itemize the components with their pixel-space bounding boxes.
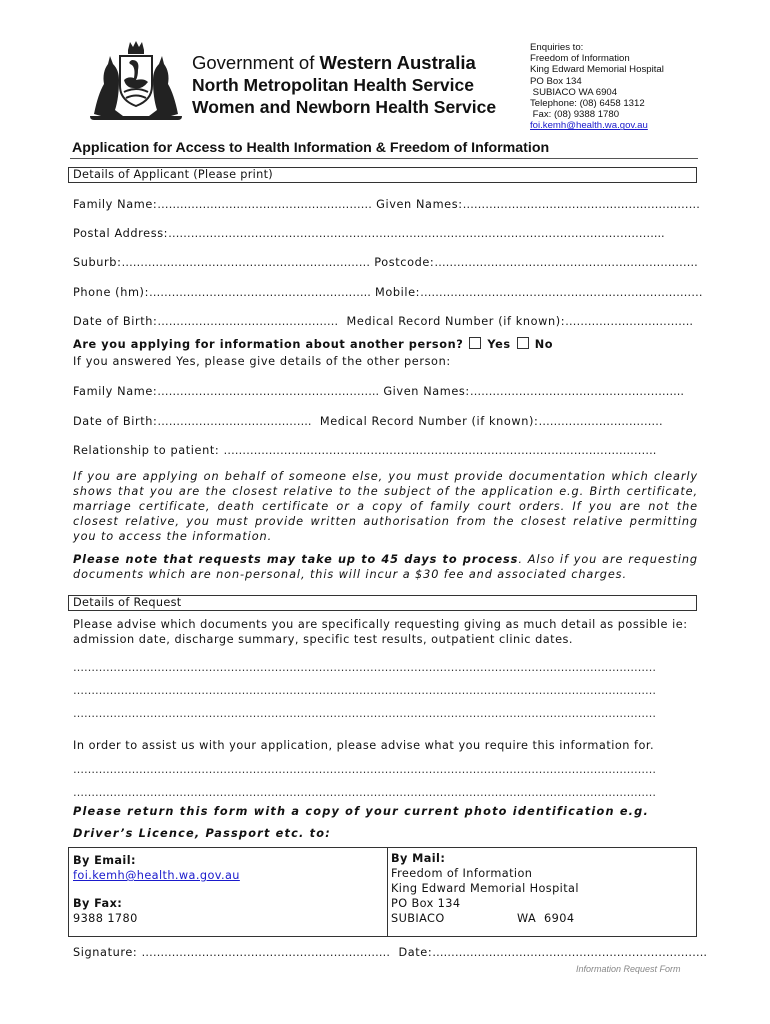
given-names-label: Given Names: [376, 198, 463, 211]
dob-label: Date of Birth: [73, 315, 158, 328]
mail-state: WA 6904 [517, 912, 575, 925]
request-line-2[interactable]: …………………………………………………………………………………………………………………………………………… [73, 684, 656, 697]
dob-field[interactable]: ………………………………………… [157, 315, 339, 328]
if-yes-text: If you answered Yes, please give details of the other person: [73, 355, 451, 368]
request-section-header: Details of Request [68, 595, 697, 611]
enquiries-line: Fax: (08) 9388 1780 [530, 109, 620, 121]
purpose-line-1[interactable]: …………………………………………………………………………………………………………………………………………… [73, 763, 656, 776]
form-title: Application for Access to Health Information & Freedom of Information [72, 140, 550, 156]
contact-divider [387, 848, 388, 936]
enquiries-label: Enquiries to: [530, 42, 584, 53]
request-line-1[interactable]: …………………………………………………………………………………………………………………………………………… [73, 661, 656, 674]
wa-crest-logo [84, 40, 188, 122]
other-family-name-label: Family Name: [73, 385, 158, 398]
form-footer: Information Request Form [576, 964, 681, 974]
purpose-line-2[interactable]: …………………………………………………………………………………………………………………………………………… [73, 786, 656, 799]
fax-label: By Fax: [73, 897, 123, 910]
mobile-label: Mobile: [375, 286, 421, 299]
phone-row [73, 286, 703, 299]
other-dob-field[interactable]: ………………………………….. [157, 415, 312, 428]
suburb-label: Suburb: [73, 256, 122, 269]
contact-box [68, 847, 697, 937]
other-person-question-row [73, 337, 553, 351]
phone-field[interactable]: ………………………………………………….. [148, 286, 371, 299]
mail-line: Freedom of Information [391, 867, 533, 880]
suburb-row [73, 256, 698, 269]
enquiries-line: Freedom of Information [530, 53, 630, 65]
postal-address-field[interactable]: …………………………………………………………………………………………………………………... [168, 227, 665, 240]
title-divider [70, 158, 698, 159]
documentation-notice: If you are applying on behalf of someone else, you must provide documentation which clearly shows that you are the closest relative to the subject of the application e.g. Birth certificate, marriage certificate, death certificate or a copy of family court orders. If you are not the closest relative, you must provide written authorisation from the closest relative permitting you to access the information. [73, 470, 698, 543]
enquiries-line: Telephone: (08) 6458 1312 [530, 98, 645, 110]
gov-prefix: Government of [192, 52, 315, 73]
no-label: No [534, 338, 554, 351]
other-dob-label: Date of Birth: [73, 415, 158, 428]
mobile-field[interactable]: ………………………………………………………………… [420, 286, 703, 299]
government-header [192, 52, 496, 118]
processing-note [73, 552, 698, 582]
yes-label: Yes [487, 338, 511, 351]
enquiries-line: King Edward Memorial Hospital [530, 64, 664, 76]
enquiries-line: SUBIACO WA 6904 [530, 86, 618, 98]
postcode-label: Postcode: [374, 256, 435, 269]
postal-row [73, 227, 665, 240]
other-mrn-field[interactable]: …………………………… [538, 415, 663, 428]
other-family-name-field[interactable]: ………………………………………………….. [157, 385, 380, 398]
phone-label: Phone (hm): [73, 286, 149, 299]
dob-row [73, 315, 693, 328]
given-names-field[interactable]: ……………………………………………………… [462, 198, 700, 211]
other-mrn-label: Medical Record Number (if known): [319, 415, 539, 428]
request-instructions: Please advise which documents you are specifically requesting giving as much detail as possible ie: admission date, discharge summary, specific test results, outpatient clinic dates. [73, 618, 688, 646]
mrn-field[interactable]: ……………………………. [565, 315, 694, 328]
gov-state: Western Australia [319, 52, 476, 73]
contact-email-link[interactable]: foi.kemh@health.wa.gov.au [73, 869, 240, 882]
processing-note-bold: Please note that requests may take up to 45 days to process [73, 553, 519, 566]
postcode-field[interactable]: ……………………………………………………………. [434, 256, 698, 269]
suburb-field[interactable]: ………………………………………………………… [121, 256, 371, 269]
purpose-instructions: In order to assist us with your application, please advise what you require this information for. [73, 739, 655, 752]
other-given-names-label: Given Names: [383, 385, 470, 398]
health-service-name: North Metropolitan Health Service [192, 75, 474, 95]
enquiries-block [530, 42, 664, 132]
mail-suburb: SUBIACO [391, 912, 445, 925]
mail-label: By Mail: [391, 852, 446, 865]
applicant-section-header: Details of Applicant (Please print) [68, 167, 697, 183]
other-person-question: Are you applying for information about another person? [73, 338, 464, 351]
signature-row [73, 946, 707, 959]
mrn-label: Medical Record Number (if known): [346, 315, 566, 328]
return-instructions: Please return this form with a copy of your current photo identification e.g. Driver’s Licence, Passport etc. to: [73, 805, 649, 840]
mail-line: PO Box 134 [391, 897, 461, 910]
family-name-field[interactable]: ………………………………………………… [157, 198, 372, 211]
mail-line: King Edward Memorial Hospital [391, 882, 579, 895]
date-field[interactable]: ………………………………………………………………. [432, 946, 707, 959]
relationship-field[interactable]: ……………………………………………………………………………………………………. [223, 444, 657, 457]
electronic-contact [73, 853, 240, 926]
family-name-label: Family Name: [73, 198, 158, 211]
mail-contact [391, 851, 579, 926]
processing-note-rest: . Also if you are requesting documents which are non-personal, this will incur a $30 fee and associated charges. [73, 553, 698, 581]
applicant-name-row [73, 198, 700, 211]
enquiries-line: PO Box 134 [530, 75, 582, 87]
sub-service-name: Women and Newborn Health Service [192, 97, 497, 117]
enquiries-email-link[interactable]: foi.kemh@health.wa.gov.au [530, 120, 648, 132]
other-given-names-field[interactable]: ………………………………………………... [469, 385, 684, 398]
no-checkbox[interactable] [517, 337, 529, 349]
request-line-3[interactable]: …………………………………………………………………………………………………………………………………………… [73, 707, 656, 720]
other-dob-row [73, 415, 663, 428]
email-label: By Email: [73, 854, 136, 867]
date-label: Date: [398, 946, 433, 959]
postal-address-label: Postal Address: [73, 227, 169, 240]
relationship-label: Relationship to patient: [73, 444, 220, 457]
other-name-row [73, 385, 684, 398]
fax-number: 9388 1780 [73, 912, 138, 925]
signature-label: Signature: [73, 946, 138, 959]
signature-field[interactable]: ………………………………………………………… [141, 946, 391, 959]
relationship-row [73, 444, 656, 457]
yes-checkbox[interactable] [469, 337, 481, 349]
